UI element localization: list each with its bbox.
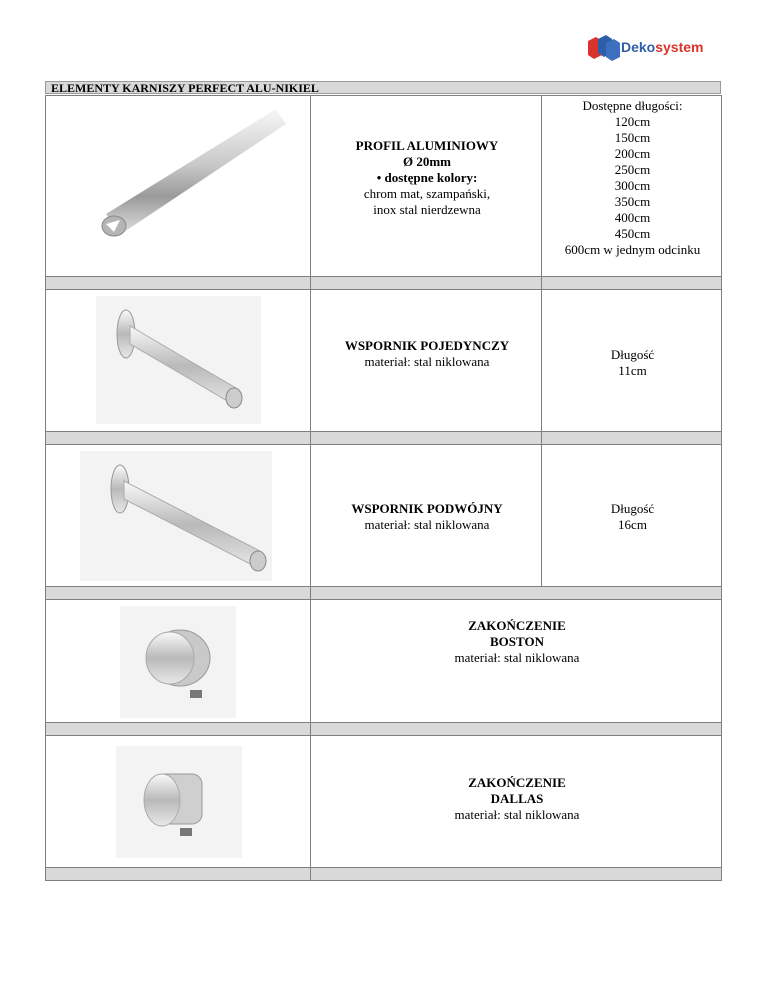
length-item: 400cm xyxy=(614,210,651,225)
bracket-double-name: WSPORNIK PODWÓJNY xyxy=(351,501,503,516)
length-item: 600cm w jednym odcinku xyxy=(564,242,701,257)
brand-name xyxy=(621,39,704,55)
boston-end-cap-image xyxy=(120,606,236,718)
bracket-double-material: materiał: stal niklowana xyxy=(364,517,490,532)
bracket-double-length-value: 16cm xyxy=(618,517,647,532)
length-item: 300cm xyxy=(614,178,651,193)
profile-desc-cell xyxy=(310,95,542,277)
dallas-name-line2: DALLAS xyxy=(490,791,544,806)
aluminium-profile-image xyxy=(66,104,291,244)
bracket-double-length-label: Długość xyxy=(610,501,655,516)
boston-desc-cell xyxy=(310,599,722,723)
product-table xyxy=(45,95,722,882)
section-title: ELEMENTY KARNISZY PERFECT ALU-NIKIEL xyxy=(45,81,721,94)
lengths-title: Dostępne długości: xyxy=(582,98,683,113)
separator xyxy=(45,276,311,290)
bracket-single-length-label: Długość xyxy=(610,347,655,362)
double-bracket-image xyxy=(80,451,272,581)
separator xyxy=(45,722,311,736)
length-item: 350cm xyxy=(614,194,651,209)
length-item: 450cm xyxy=(614,226,651,241)
bracket-single-length-cell xyxy=(541,289,722,432)
profile-name: PROFIL ALUMINIOWY xyxy=(355,138,499,153)
brand-part1: Deko xyxy=(621,39,656,55)
profile-image-cell xyxy=(45,95,311,277)
bracket-single-length-value: 11cm xyxy=(618,363,647,378)
single-bracket-image xyxy=(96,296,261,424)
dallas-desc-cell xyxy=(310,735,722,868)
separator xyxy=(310,431,542,445)
length-item: 250cm xyxy=(614,162,651,177)
boston-material: materiał: stal niklowana xyxy=(454,650,580,665)
dallas-material: materiał: stal niklowana xyxy=(454,807,580,822)
dallas-end-cap-image xyxy=(116,746,242,858)
length-item: 120cm xyxy=(614,114,651,129)
length-item: 150cm xyxy=(614,130,651,145)
brand-part2: system xyxy=(655,39,704,55)
bracket-double-desc-cell xyxy=(310,444,542,587)
bracket-single-image-cell xyxy=(45,289,311,432)
bracket-single-material: materiał: stal niklowana xyxy=(364,354,490,369)
separator xyxy=(541,276,722,290)
separator xyxy=(310,722,722,736)
separator xyxy=(310,586,722,600)
separator xyxy=(310,867,722,881)
separator xyxy=(310,276,542,290)
boston-image-cell xyxy=(45,599,311,723)
boston-name-line2: BOSTON xyxy=(490,634,544,649)
separator xyxy=(45,431,311,445)
length-item: 200cm xyxy=(614,146,651,161)
bracket-single-name: WSPORNIK POJEDYNCZY xyxy=(344,338,510,353)
separator xyxy=(45,586,311,600)
dallas-name-line1: ZAKOŃCZENIE xyxy=(468,775,566,790)
separator xyxy=(541,431,722,445)
profile-diameter: Ø 20mm xyxy=(402,154,452,169)
boston-name-line1: ZAKOŃCZENIE xyxy=(468,618,566,633)
profile-colors-1: chrom mat, szampański, xyxy=(363,186,491,201)
profile-lengths-cell xyxy=(541,95,722,277)
dallas-image-cell xyxy=(45,735,311,868)
bracket-single-desc-cell xyxy=(310,289,542,432)
profile-colors-bullet: dostępne kolory: xyxy=(384,170,478,185)
profile-colors-2: inox stal nierdzewna xyxy=(373,202,481,217)
bracket-double-image-cell xyxy=(45,444,311,587)
bracket-double-length-cell xyxy=(541,444,722,587)
profile-colors-label: • dostępne kolory: xyxy=(376,170,478,185)
separator xyxy=(45,867,311,881)
